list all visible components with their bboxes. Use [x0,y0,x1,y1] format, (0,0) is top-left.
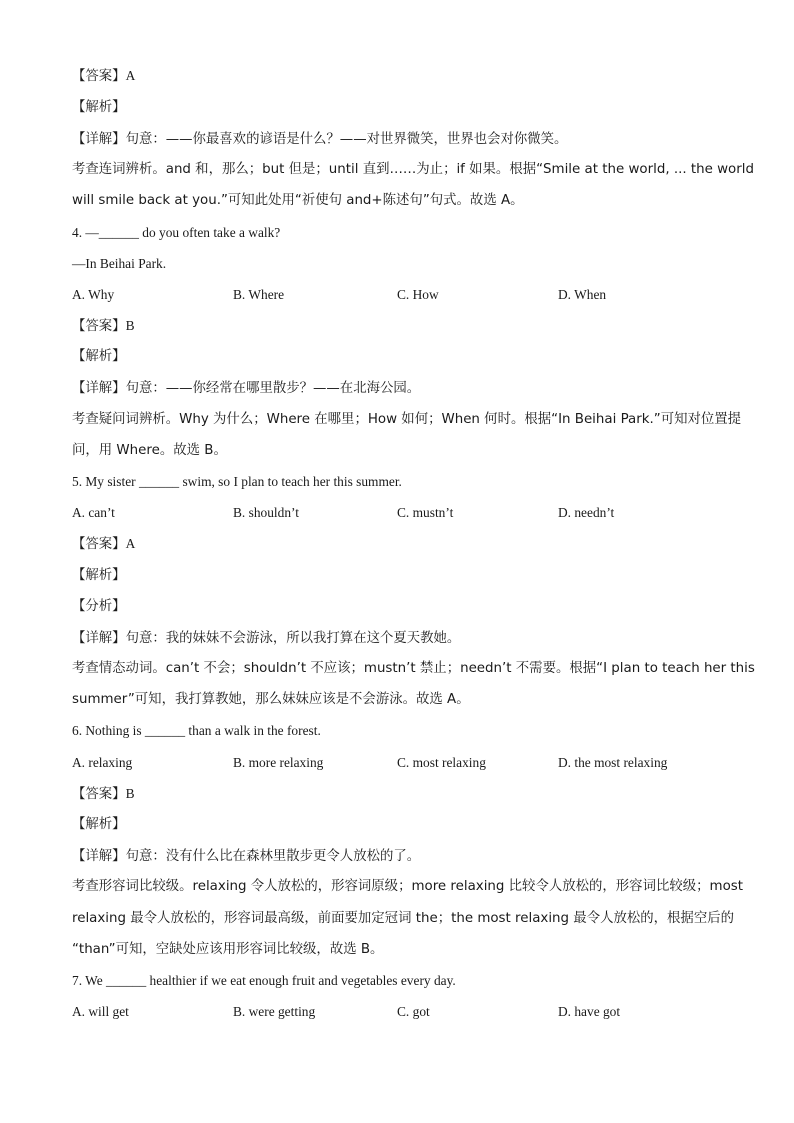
q5-option-b: B. shouldn’t [233,505,299,520]
detail-label: 【详解】 [72,631,126,646]
q4-option-d: D. When [558,287,607,302]
q5-explain-2: summer”可知，我打算教她，那么妹妹应该是不会游泳。故选 A。 [72,692,470,707]
q7-stem: 7. We ______ healthier if we eat enough fruit and vegetables every day. [72,973,456,988]
q4-detail: 句意：——你经常在哪里散步？——在北海公园。 [125,381,421,396]
q4-option-a: A. Why [72,287,115,302]
q6-analysis-label: 【解析】 [72,817,126,832]
q3-explain-2: will smile back at you.”可知此处用“祈使句 and+陈述句”句式。故选 A。 [72,193,524,208]
q3-detail: 句意：——你最喜欢的谚语是什么？——对世界微笑，世界也会对你微笑。 [125,132,568,147]
detail-label: 【详解】 [72,381,126,396]
q4-analysis-label: 【解析】 [72,349,126,364]
q4-option-c: C. How [397,287,439,302]
q5-option-a: A. can’t [72,505,115,520]
q4-reply: —In Beihai Park. [72,256,167,271]
q4-explain-2: 问，用 Where。故选 B。 [72,443,227,458]
q3-explain-1: 考查连词辨析。and 和，那么；but 但是；until 直到……为止；if 如果。根据“Smile at the world, ... the world [72,162,754,177]
q3-analysis-label: 【解析】 [72,100,126,115]
q6-option-d: D. the most relaxing [558,755,668,770]
q3-detail-line [72,130,732,149]
q5-explain-1: 考查情态动词。can’t 不会；shouldn’t 不应该；mustn’t 禁止；needn’t 不需要。根据“I plan to teach her this [72,661,755,676]
q5-fenxi-label: 【分析】 [72,599,126,614]
q5-option-d: D. needn’t [558,505,615,520]
q6-explain-3: “than”可知，空缺处应该用形容词比较级，故选 B。 [72,942,384,957]
q5-answer-line [72,535,732,554]
q6-explain-2: relaxing 最令人放松的，形容词最高级，前面要加定冠词 the；the most relaxing 最令人放松的，根据空后的 [72,911,734,926]
q3-answer: A [125,68,136,83]
q5-answer: A [125,536,136,551]
q6-detail-line [72,847,732,866]
detail-label: 【详解】 [72,849,126,864]
q5-analysis-label: 【解析】 [72,568,126,583]
q6-option-b: B. more relaxing [233,755,324,770]
q6-answer-line [72,785,732,804]
q3-answer-line [72,67,732,86]
q4-option-b: B. Where [233,287,285,302]
q6-stem: 6. Nothing is ______ than a walk in the forest. [72,723,321,738]
q4-explain-1: 考查疑问词辨析。Why 为什么；Where 在哪里；How 如何；When 何时。根据“In Beihai Park.”可知对位置提 [72,412,742,427]
q5-stem: 5. My sister ______ swim, so I plan to teach her this summer. [72,474,402,489]
answer-label: 【答案】 [72,69,126,84]
q6-detail: 句意：没有什么比在森林里散步更令人放松的了。 [125,849,421,864]
q6-answer: B [125,786,135,801]
q4-detail-line [72,379,732,398]
q6-option-a: A. relaxing [72,755,133,770]
q6-explain-1: 考查形容词比较级。relaxing 令人放松的，形容词原级；more relaxing 比较令人放松的，形容词比较级；most [72,879,743,894]
q7-option-a: A. will get [72,1004,129,1019]
q5-detail: 句意：我的妹妹不会游泳，所以我打算在这个夏天教她。 [125,631,461,646]
q5-option-c: C. mustn’t [397,505,454,520]
q4-answer: B [125,318,135,333]
q4-answer-line [72,317,732,336]
answer-label: 【答案】 [72,537,126,552]
q7-option-d: D. have got [558,1004,621,1019]
q7-option-b: B. were getting [233,1004,316,1019]
q6-option-c: C. most relaxing [397,755,486,770]
q7-option-c: C. got [397,1004,430,1019]
detail-label: 【详解】 [72,132,126,147]
q5-detail-line [72,629,732,648]
answer-label: 【答案】 [72,319,126,334]
answer-label: 【答案】 [72,787,126,802]
q4-stem: 4. —______ do you often take a walk? [72,225,281,240]
